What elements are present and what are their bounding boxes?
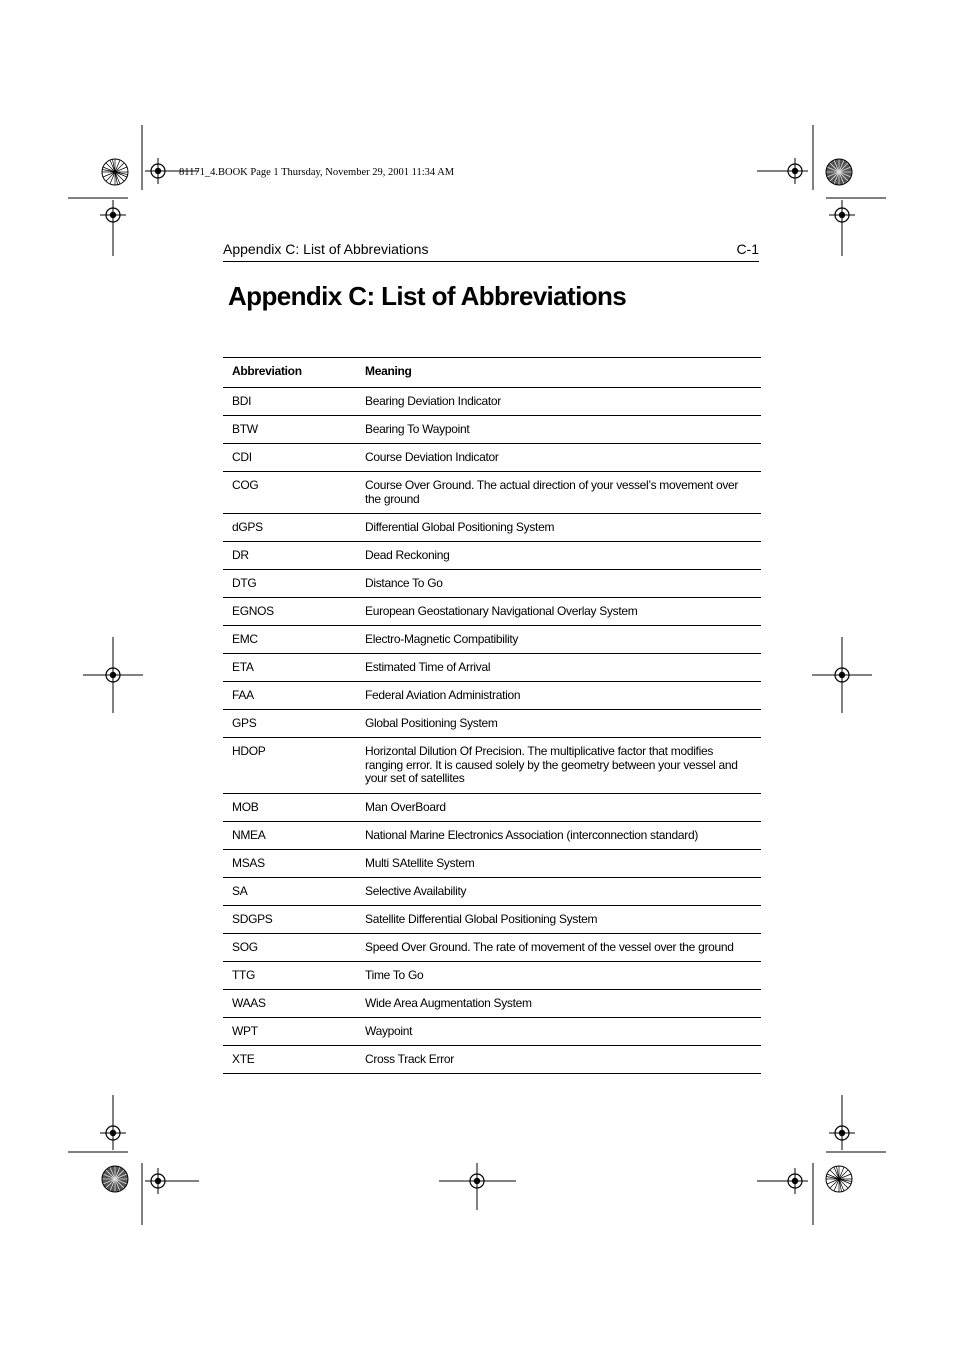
abbreviation-cell: SDGPS <box>223 906 356 934</box>
table-row <box>223 962 761 990</box>
meaning-cell: Electro-Magnetic Compatibility <box>356 626 761 654</box>
meaning-cell: Course Over Ground. The actual direction of your vessel’s movement over the ground <box>356 472 761 514</box>
running-header <box>223 239 759 262</box>
table-row <box>223 1018 761 1046</box>
table-row <box>223 472 761 514</box>
table-row <box>223 444 761 472</box>
meaning-cell: European Geostationary Navigational Overlay System <box>356 598 761 626</box>
table-row <box>223 626 761 654</box>
meaning-cell: Bearing Deviation Indicator <box>356 388 761 416</box>
table-row <box>223 822 761 850</box>
table-row <box>223 682 761 710</box>
abbreviation-cell: WAAS <box>223 990 356 1018</box>
meaning-cell: Speed Over Ground. The rate of movement of the vessel over the ground <box>356 934 761 962</box>
meaning-cell: Federal Aviation Administration <box>356 682 761 710</box>
header-abbreviation: Abbreviation <box>223 358 356 388</box>
meaning-cell: Wide Area Augmentation System <box>356 990 761 1018</box>
abbreviation-cell: BTW <box>223 416 356 444</box>
meaning-cell: Dead Reckoning <box>356 542 761 570</box>
table-row <box>223 542 761 570</box>
running-header-title: Appendix C: List of Abbreviations <box>223 241 429 257</box>
meaning-cell: Global Positioning System <box>356 710 761 738</box>
table-header-row <box>223 358 761 388</box>
table-row <box>223 654 761 682</box>
abbreviation-cell: TTG <box>223 962 356 990</box>
page-title: Appendix C: List of Abbreviations <box>228 281 627 311</box>
abbreviation-cell: SOG <box>223 934 356 962</box>
table-row <box>223 1046 761 1074</box>
abbreviation-cell: WPT <box>223 1018 356 1046</box>
table-row <box>223 990 761 1018</box>
table-row <box>223 906 761 934</box>
abbreviation-cell: BDI <box>223 388 356 416</box>
abbreviation-cell: DR <box>223 542 356 570</box>
print-slug-line: 81171_4.BOOK Page 1 Thursday, November 29, 2001 11:34 AM <box>179 167 455 178</box>
meaning-cell: Horizontal Dilution Of Precision. The multiplicative factor that modifies ranging error. It is caused solely by the geometry between your vessel and your set of satellites <box>356 738 761 794</box>
meaning-cell: Multi SAtellite System <box>356 850 761 878</box>
table-row <box>223 514 761 542</box>
abbreviation-cell: SA <box>223 878 356 906</box>
abbreviation-cell: EMC <box>223 626 356 654</box>
table-row <box>223 710 761 738</box>
table-row <box>223 794 761 822</box>
table-row <box>223 416 761 444</box>
meaning-cell: Differential Global Positioning System <box>356 514 761 542</box>
abbreviation-cell: NMEA <box>223 822 356 850</box>
table-row <box>223 738 761 794</box>
table-row <box>223 570 761 598</box>
header-meaning: Meaning <box>356 358 761 388</box>
abbreviation-cell: DTG <box>223 570 356 598</box>
meaning-cell: Waypoint <box>356 1018 761 1046</box>
abbreviation-cell: ETA <box>223 654 356 682</box>
meaning-cell: Estimated Time of Arrival <box>356 654 761 682</box>
abbreviation-cell: EGNOS <box>223 598 356 626</box>
abbreviation-cell: CDI <box>223 444 356 472</box>
abbreviation-cell: GPS <box>223 710 356 738</box>
table-row <box>223 850 761 878</box>
table-row <box>223 598 761 626</box>
abbreviation-cell: dGPS <box>223 514 356 542</box>
meaning-cell: Satellite Differential Global Positioning System <box>356 906 761 934</box>
abbreviations-table <box>223 357 761 1074</box>
abbreviation-cell: MOB <box>223 794 356 822</box>
meaning-cell: National Marine Electronics Association (interconnection standard) <box>356 822 761 850</box>
abbreviation-cell: FAA <box>223 682 356 710</box>
meaning-cell: Man OverBoard <box>356 794 761 822</box>
table-row <box>223 388 761 416</box>
table-row <box>223 934 761 962</box>
meaning-cell: Bearing To Waypoint <box>356 416 761 444</box>
abbreviation-cell: COG <box>223 472 356 514</box>
meaning-cell: Course Deviation Indicator <box>356 444 761 472</box>
abbreviation-cell: HDOP <box>223 738 356 794</box>
table-row <box>223 878 761 906</box>
page-number: C-1 <box>736 241 759 257</box>
meaning-cell: Distance To Go <box>356 570 761 598</box>
meaning-cell: Cross Track Error <box>356 1046 761 1074</box>
meaning-cell: Time To Go <box>356 962 761 990</box>
abbreviation-cell: XTE <box>223 1046 356 1074</box>
meaning-cell: Selective Availability <box>356 878 761 906</box>
abbreviation-cell: MSAS <box>223 850 356 878</box>
